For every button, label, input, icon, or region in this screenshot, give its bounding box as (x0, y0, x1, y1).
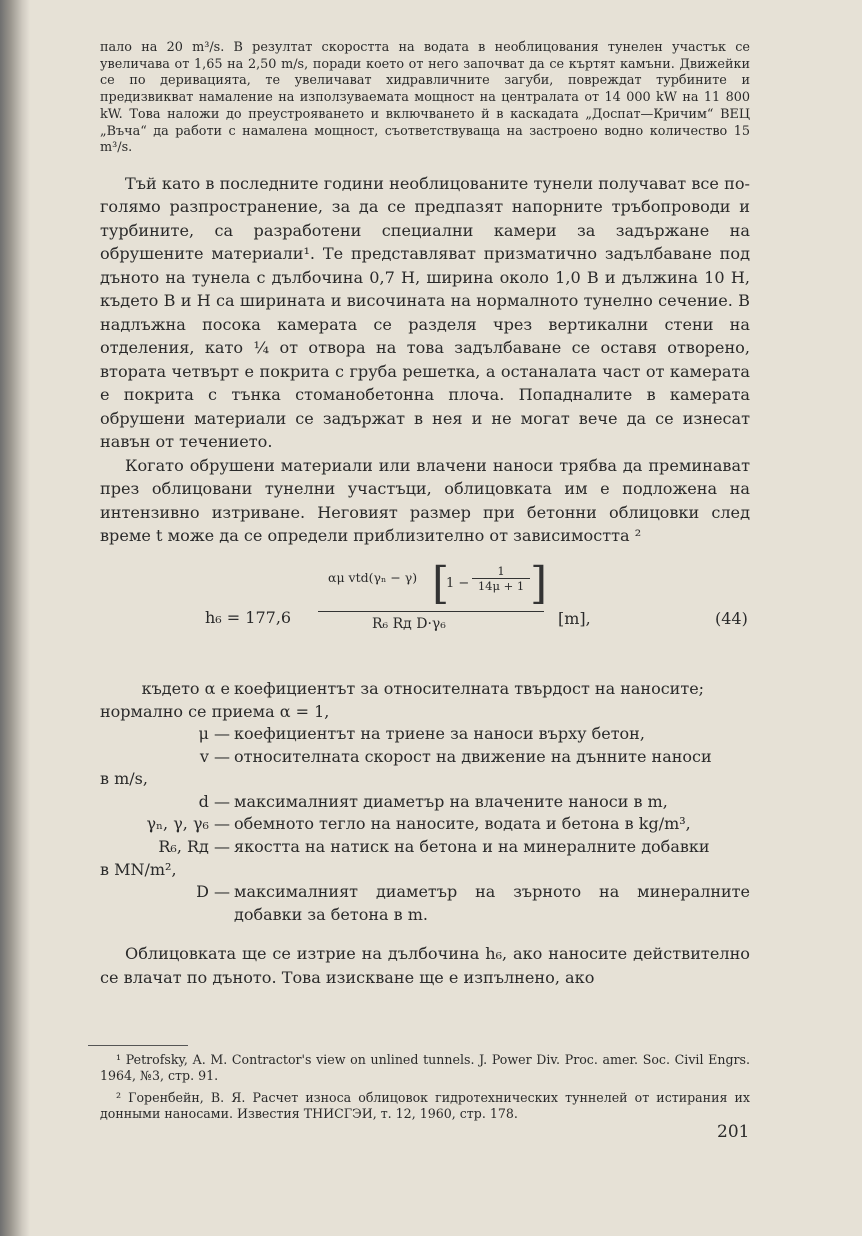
definition-symbol: където α е (141, 678, 230, 698)
paragraph-3: Облицовката ще се изтрие на дълбочина h₆, ако наносите действително се влачат по дъното. Това изискване ще е изпълнено, ако (100, 944, 750, 987)
top-paragraph: пало на 20 m³/s. В резултат скоростта на водата в необлицования тунелен участък се увеличава от 1,65 на 2,50 m/s, поради което от него започват да се къртят камъни. Движейки се по деривацията, те увеличават хидравличните загуби, повреждат турбините и предизвикват намаление на използуваемата мощност на централата от 14 000 kW на 11 800 kW. Това наложи до преустрояването и включването й в каскадата „Доспат—Кричим“ ВЕЦ „Въча“ да работи с намалена мощност, съответствуваща на застроено водно количество 15 m³/s. (100, 40, 750, 156)
footnote-1: ¹ Petrofsky, A. M. Contractor's view on unlined tunnels. J. Power Div. Proc. amer. Soc. Civil Engrs. 1964, №3, стр. 91. (100, 1052, 750, 1084)
paragraph-2: Когато обрушени материали или влачени наноси трябва да преминават през облицовани тунелни участъци, облицовката им е подложена на интензивно изтриване. Неговият размер при бетонни облицовки след време t може да се определи приблизително от зависимостта ² (100, 455, 750, 546)
definition-text: якостта на натиск на бетона и на минералните добавки (234, 837, 710, 857)
definition-item (100, 746, 750, 791)
formula-number: (44) (715, 608, 748, 628)
page-content (100, 40, 750, 1122)
definition-text: относителната скорост на движение на дънните наноси (234, 746, 712, 766)
formula-lhs: h₆ = 177,6 (205, 607, 292, 627)
formula-fraction-line (318, 611, 544, 612)
footnote-divider (88, 1045, 188, 1046)
formula-numerator: αμ vtd(γₙ − γ) (328, 569, 418, 585)
formula-inner-num: 1 (472, 564, 530, 579)
definition-cont: в MN/m², (100, 859, 177, 879)
definition-item (100, 791, 750, 814)
definition-item (100, 723, 750, 746)
definition-symbol: v — (199, 746, 230, 766)
definition-symbol: D — (196, 882, 230, 902)
definition-item (100, 678, 750, 723)
paragraph-1: Тъй като в последните години необлицованите тунели получават все по-голямо разпространение, за да се предпазят напорните тръбопроводи и турбините, са разработени специални камери за задържане на обрушените материали¹. Те представляват призматично задълбаване под дъното на тунела с дълбочина 0,7 H, ширина около 1,0 B и дължина 10 H, където B и H са ширината и височината на нормалното тунелно сечение. В надлъжна посока камерата се разделя чрез вертикални стени на отделения, като ¼ от отвора на това задълбаване се оставя отворено, втората четвърт е покрита с груба решетка, а останалата част от камерата е покрита с тънка стоманобетонна плоча. Попадналите в камерата обрушени материали се задържат в нея и не могат вече да се изнесат навън от течението. (100, 173, 750, 452)
formula-inner-one: 1 − (446, 575, 470, 591)
definition-item (100, 813, 750, 836)
definition-text: максималният диаметър на зърното на минералните добавки за бетона в m. (234, 882, 750, 924)
formula-44 (100, 557, 750, 674)
definition-item (100, 881, 750, 926)
formula-unit: [m], (558, 608, 591, 628)
definition-cont: в m/s, (100, 769, 148, 789)
formula-denominator: R₆ Rд D·γ₆ (372, 615, 446, 632)
footnote-2: ² Горенбейн, В. Я. Расчет износа облицовок гидротехнических туннелей от истирания их донными наносами. Известия ТНИСГЭИ, т. 12, 1960, стр. 178. (100, 1090, 750, 1122)
definition-symbol: γₙ, γ, γ₆ — (146, 814, 230, 834)
definition-text: обемното тегло на наносите, водата и бетона в kg/m³, (234, 814, 691, 834)
definitions-list (100, 678, 750, 927)
page-spine-shadow (0, 0, 30, 1236)
page-number: 201 (717, 1122, 750, 1142)
definition-text: максималният диаметър на влачените наноси в m, (234, 791, 668, 811)
definition-symbol: μ — (198, 724, 230, 744)
definition-symbol: R₆, Rд — (158, 837, 230, 857)
formula-inner-fraction (472, 564, 530, 593)
definition-symbol: d — (198, 791, 230, 811)
formula-inner-den: 14μ + 1 (477, 578, 525, 593)
definition-item (100, 836, 750, 881)
definition-text: коефициентът на триене за наноси върху бетон, (234, 724, 645, 744)
definition-cont: нормално се приема α = 1, (100, 701, 330, 721)
definition-text: коефициентът за относителната твърдост на наносите; (234, 678, 705, 698)
formula-bracket-right: ] (530, 557, 548, 609)
formula-bracket-left: [ (432, 557, 450, 609)
